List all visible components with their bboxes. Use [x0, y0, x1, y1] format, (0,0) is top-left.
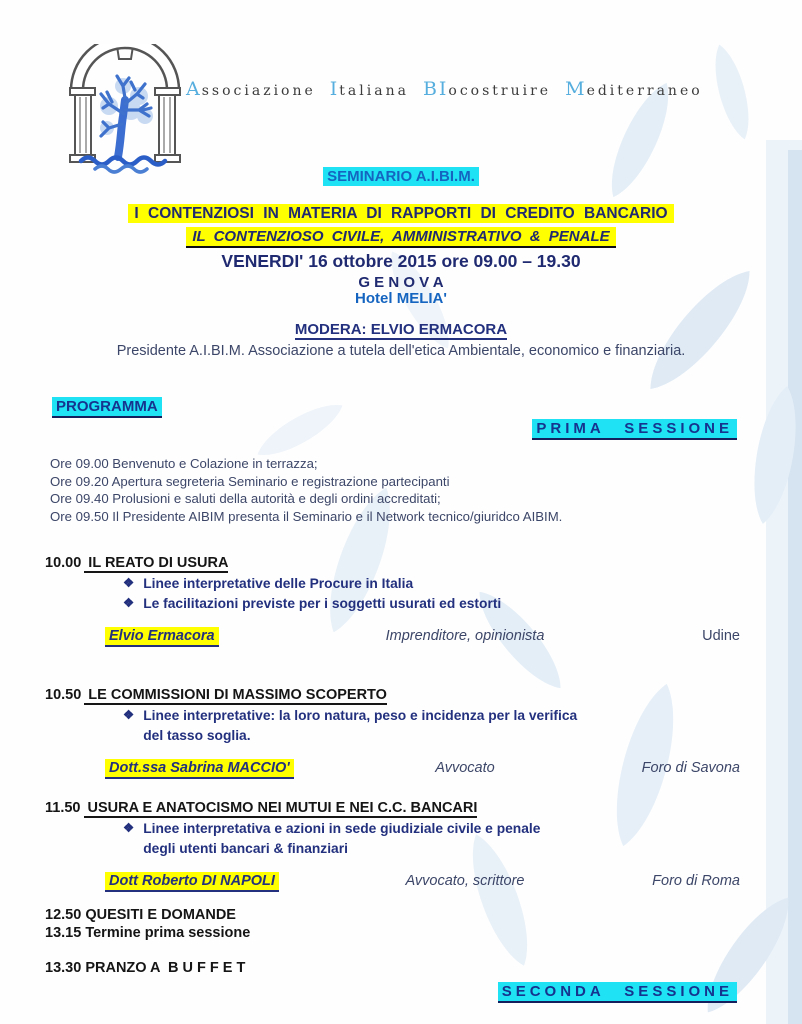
diamond-bullet-icon: ❖	[123, 821, 135, 835]
event-venue: Hotel MELIA'	[355, 290, 447, 307]
talk-title: IL REATO DI USURA	[84, 555, 228, 573]
event-date: VENERDI' 16 ottobre 2015 ore 09.00 – 19.30	[221, 251, 581, 271]
program-heading-row	[52, 398, 162, 416]
program-heading: PROGRAMMA	[52, 397, 162, 418]
diamond-bullet-icon: ❖	[123, 708, 135, 722]
bullet-line: del tasso soglia.	[143, 727, 251, 743]
speaker-role: Avvocato	[435, 760, 495, 776]
schedule-line: Ore 09.50 Il Presidente AIBIM presenta il Seminario e il Network tecnico/giuridco AIBIM.	[50, 508, 563, 524]
bullet-line: Linee interpretativa e azioni in sede giudiziale civile e penale	[143, 821, 541, 836]
closing-time: 12.50	[45, 907, 82, 923]
talk-header	[45, 798, 762, 818]
seminar-label: SEMINARIO A.I.BI.M.	[323, 167, 479, 186]
brand-rest: ocostruire	[448, 83, 552, 99]
brand-rest: ssociazione	[201, 83, 316, 99]
opening-schedule	[50, 455, 562, 525]
brand-word	[565, 78, 703, 100]
talk-time: 10.50	[45, 687, 82, 703]
bullet-item	[123, 706, 762, 745]
speaker-name: Elvio Ermacora	[105, 627, 219, 647]
speaker-row	[45, 760, 762, 782]
tree	[100, 76, 153, 157]
closing-line	[45, 960, 245, 976]
speaker-row	[45, 628, 762, 650]
brand-word	[186, 78, 316, 100]
brand-capital: I	[329, 78, 340, 100]
speaker-role: Imprenditore, opinionista	[385, 628, 545, 644]
aibim-arch-tree-logo	[64, 44, 186, 176]
bullet-item	[123, 574, 762, 594]
bullet-text	[143, 819, 540, 858]
association-name	[186, 78, 766, 100]
closing-text: PRANZO A B U F F E T	[85, 960, 246, 976]
brand-word	[422, 78, 552, 100]
speaker-location: Foro di Savona	[641, 760, 740, 776]
talk-time: 10.00	[45, 555, 82, 571]
closing-time: 13.30	[45, 960, 82, 976]
left-column	[70, 88, 95, 162]
brand-capital: M	[565, 78, 587, 100]
bullet-text: Le facilitazioni previste per i soggetti usurati ed estorti	[143, 595, 502, 611]
speaker-name-wrap	[105, 628, 219, 644]
speaker-row	[45, 873, 762, 895]
second-session-heading-row	[498, 983, 737, 1001]
brand-word	[329, 78, 409, 100]
moderator-heading: MODERA: ELVIO ERMACORA	[294, 321, 508, 338]
talk-title: LE COMMISSIONI DI MASSIMO SCOPERTO	[84, 687, 387, 705]
closing-line	[45, 925, 250, 941]
closing-time: 13.15	[45, 925, 82, 941]
speaker-name: Dott Roberto DI NAPOLI	[105, 872, 279, 892]
diamond-bullet-icon: ❖	[123, 595, 135, 610]
brand-capital: A	[186, 78, 202, 100]
schedule-line: Ore 09.40 Prolusioni e saluti della autorità e degli ordini accreditati;	[50, 491, 441, 506]
speaker-name-wrap	[105, 873, 279, 889]
first-session-heading: PRIMA SESSIONE	[532, 419, 737, 440]
event-title-line1: I CONTENZIOSI IN MATERIA DI RAPPORTI DI CREDITO BANCARIO	[128, 204, 673, 223]
bullet-line: Linee interpretative: la loro natura, peso e incidenza per la verifica	[143, 708, 578, 723]
talk-section	[45, 553, 762, 650]
talk-header	[45, 553, 762, 573]
talk-section	[45, 685, 762, 782]
event-title-row-1	[0, 205, 802, 223]
bullet-text: Linee interpretative delle Procure in Italia	[143, 576, 414, 591]
bullet-line: degli utenti bancari & finanziari	[143, 840, 348, 856]
speaker-name: Dott.ssa Sabrina MACCIO'	[105, 759, 294, 779]
brand-rest: taliana	[339, 83, 409, 99]
event-title-row-2	[0, 228, 802, 246]
speaker-role: Avvocato, scrittore	[405, 873, 525, 889]
talk-bullets	[123, 706, 762, 745]
closing-text: QUESITI E DOMANDE	[85, 907, 236, 923]
schedule-line: Ore 09.20 Apertura segreteria Seminario e registrazione partecipanti	[50, 473, 450, 489]
talk-section	[45, 798, 762, 895]
schedule-line: Ore 09.00 Benvenuto e Colazione in terrazza;	[50, 456, 318, 471]
closing-line	[45, 907, 236, 923]
bullet-item	[123, 819, 762, 858]
talk-bullets	[123, 574, 762, 613]
second-session-heading: SECONDA SESSIONE	[498, 982, 737, 1003]
speaker-location: Foro di Roma	[652, 873, 740, 889]
closing-text: Termine prima sessione	[85, 925, 251, 941]
talk-header	[45, 685, 762, 705]
right-column	[155, 88, 180, 162]
talk-title: USURA E ANATOCISMO NEI MUTUI E NEI C.C. BANCARI	[84, 800, 478, 818]
moderator-subtitle: Presidente A.I.BI.M. Associazione a tutela dell'etica Ambientale, economico e finanziaria.	[116, 343, 686, 359]
speaker-location: Udine	[702, 628, 740, 644]
talk-time: 11.50	[45, 800, 81, 816]
bullet-item	[123, 594, 762, 614]
first-session-heading-row	[532, 420, 737, 438]
speaker-name-wrap	[105, 760, 294, 776]
bullet-text	[143, 706, 577, 745]
talk-bullets	[123, 819, 762, 858]
brand-capital: BI	[422, 78, 449, 100]
diamond-bullet-icon: ❖	[123, 576, 135, 590]
moderator-row	[0, 321, 802, 339]
brand-rest: editerraneo	[586, 83, 703, 99]
event-city: G E N O V A	[358, 274, 444, 291]
seminar-heading-row	[0, 168, 802, 186]
event-title-line2: IL CONTENZIOSO CIVILE, AMMINISTRATIVO & PENALE	[186, 227, 615, 248]
